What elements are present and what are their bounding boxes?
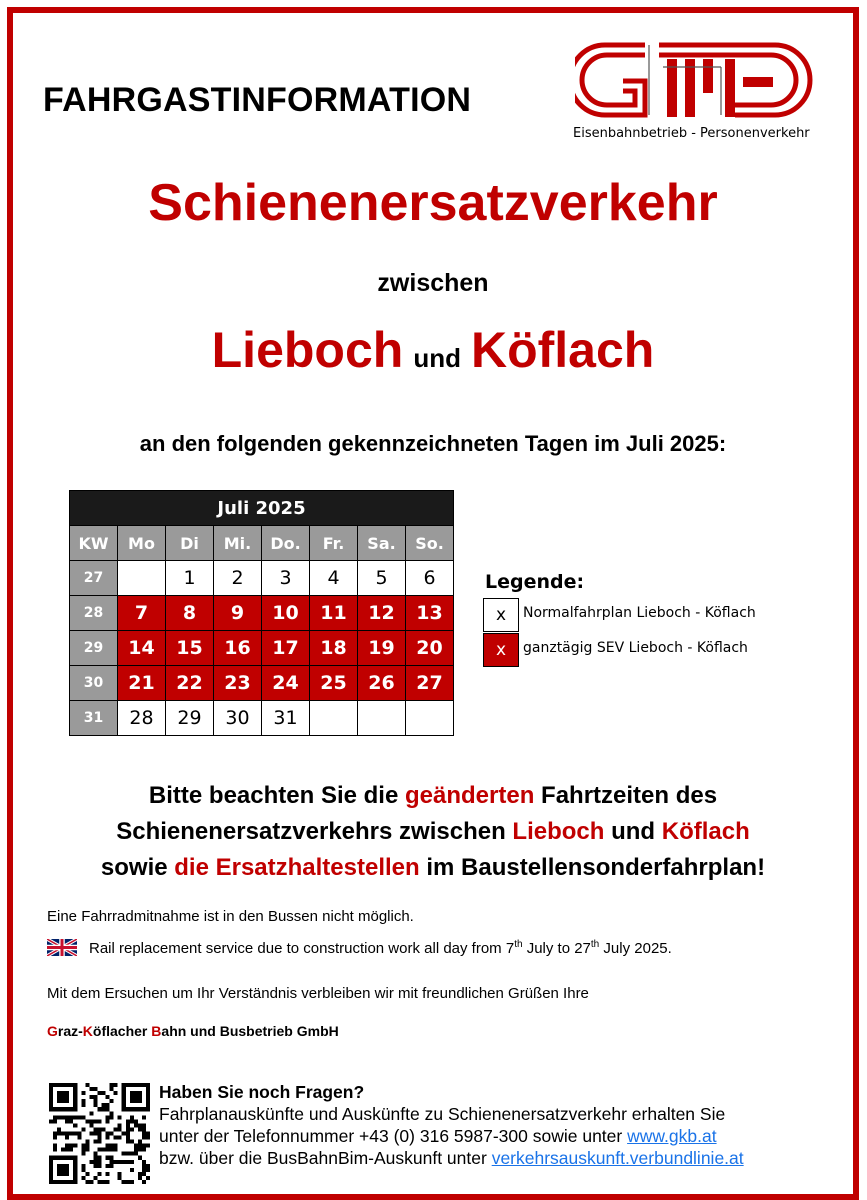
english-text: July to 27 [522, 940, 591, 957]
gkb-website-link[interactable]: www.gkb.at [627, 1126, 717, 1146]
calendar-day-header: Fr. [310, 526, 358, 561]
qr-code-graphic [49, 1083, 150, 1184]
calendar-day-sev: 21 [118, 666, 166, 701]
calendar-day: 28 [118, 701, 166, 736]
calendar-day-sev: 11 [310, 596, 358, 631]
calendar-kw-header: KW [70, 526, 118, 561]
legend-normal-marker: x [483, 598, 519, 632]
route-from: Lieboch [211, 322, 404, 378]
main-title: Schienenersatzverkehr [148, 174, 718, 232]
calendar-day: 29 [166, 701, 214, 736]
verbundlinie-link[interactable]: verkehrsauskunft.verbundlinie.at [491, 1148, 744, 1168]
uk-flag-icon [47, 939, 77, 956]
route-to: Köflach [470, 322, 655, 378]
contact-block [159, 1081, 744, 1169]
notice-text-part: Bitte beachten Sie die [148, 782, 405, 809]
calendar-week-row [70, 701, 454, 736]
calendar-day-sev: 18 [310, 631, 358, 666]
calendar-day: 6 [406, 561, 454, 596]
header-title: FAHRGASTINFORMATION [43, 81, 472, 119]
notice-highlight: Lieboch [512, 818, 605, 845]
legend-title: Legende: [485, 571, 585, 593]
legend-normal-label: Normalfahrplan Lieboch - Köflach [523, 605, 756, 621]
calendar-day-sev: 15 [166, 631, 214, 666]
calendar-day-sev: 9 [214, 596, 262, 631]
notice-text-part: Schienenersatzverkehrs zwischen [116, 818, 513, 845]
route-and: und [413, 343, 461, 373]
qr-code[interactable] [49, 1083, 150, 1184]
contact-question: Haben Sie noch Fragen? [159, 1082, 365, 1102]
calendar-week-number: 31 [70, 701, 118, 736]
calendar-day: 1 [166, 561, 214, 596]
notice-highlight: Köflach [661, 818, 750, 845]
calendar-table [69, 490, 454, 736]
calendar-day-sev: 10 [262, 596, 310, 631]
ordinal-sup: th [590, 939, 600, 950]
calendar-week-row [70, 631, 454, 666]
calendar-day-sev: 20 [406, 631, 454, 666]
company-initial: K [82, 1023, 93, 1039]
calendar-week-number: 30 [70, 666, 118, 701]
calendar-day-header: Di [166, 526, 214, 561]
calendar-day [310, 701, 358, 736]
calendar-day-header: Sa. [358, 526, 406, 561]
calendar-day-sev: 23 [214, 666, 262, 701]
calendar-week-row [70, 666, 454, 701]
calendar-week-number: 28 [70, 596, 118, 631]
calendar-day-header: Mo [118, 526, 166, 561]
logo-tagline: Eisenbahnbetrieb - Personenverkehr [573, 126, 810, 141]
calendar-day: 30 [214, 701, 262, 736]
english-text: Rail replacement service due to construction work all day from 7 [89, 940, 515, 957]
contact-line-1: Fahrplanauskünfte und Auskünfte zu Schienenersatzverkehr erhalten Sie [159, 1104, 726, 1124]
calendar-day-sev: 27 [406, 666, 454, 701]
calendar-week-row [70, 561, 454, 596]
calendar-day-sev: 22 [166, 666, 214, 701]
calendar-day: 3 [262, 561, 310, 596]
english-text: July 2025. [599, 940, 672, 957]
contact-line-2 [159, 1125, 744, 1147]
gkb-logo [575, 37, 821, 128]
calendar-day [118, 561, 166, 596]
calendar-day-sev: 16 [214, 631, 262, 666]
calendar-day [406, 701, 454, 736]
calendar-day-sev: 13 [406, 596, 454, 631]
calendar-day-sev: 17 [262, 631, 310, 666]
gkb-logo-graphic [575, 37, 821, 123]
legend-sev-label: ganztägig SEV Lieboch - Köflach [523, 640, 748, 656]
calendar-header-row [70, 526, 454, 561]
between-text: zwischen [377, 269, 489, 297]
calendar-day-sev: 25 [310, 666, 358, 701]
contact-text: bzw. über die BusBahnBim-Auskunft unter [159, 1148, 492, 1168]
calendar-day: 31 [262, 701, 310, 736]
company-part: ahn und Busbetrieb GmbH [161, 1023, 339, 1039]
calendar-day-sev: 8 [166, 596, 214, 631]
ordinal-sup: th [514, 939, 523, 950]
notice-text [13, 778, 853, 886]
calendar-day-sev: 7 [118, 596, 166, 631]
calendar-day-sev: 24 [262, 666, 310, 701]
calendar-day: 4 [310, 561, 358, 596]
calendar-day [358, 701, 406, 736]
calendar-week-row [70, 596, 454, 631]
calendar-day-header: Do. [262, 526, 310, 561]
company-initial: G [47, 1023, 58, 1039]
closing-text: Mit dem Ersuchen um Ihr Verständnis verbleiben wir mit freundlichen Grüßen Ihre [47, 985, 589, 1002]
calendar-week-number: 29 [70, 631, 118, 666]
notice-highlight: die Ersatzhaltestellen [174, 854, 420, 881]
english-notice [89, 939, 672, 957]
calendar-day: 2 [214, 561, 262, 596]
company-initial: B [151, 1023, 162, 1039]
contact-line-3 [159, 1147, 744, 1169]
company-part: raz- [57, 1023, 83, 1039]
notice-highlight: geänderten [404, 782, 535, 809]
notice-text-part: sowie [100, 854, 175, 881]
calendar-week-number: 27 [70, 561, 118, 596]
calendar-day-sev: 19 [358, 631, 406, 666]
contact-text: unter der Telefonnummer +43 (0) 316 5987-300 sowie unter [159, 1126, 628, 1146]
calendar-month: Juli 2025 [70, 491, 454, 526]
calendar-day-sev: 26 [358, 666, 406, 701]
intro-text: an den folgenden gekennzeichneten Tagen im Juli 2025: [139, 431, 727, 456]
company-name [47, 1023, 339, 1039]
route-title [13, 321, 853, 379]
notice-text-part: Fahrtzeiten des [534, 782, 718, 809]
calendar-day: 5 [358, 561, 406, 596]
calendar-day-header: So. [406, 526, 454, 561]
notice-text-part: im Baustellensonderfahrplan! [419, 854, 766, 881]
notice-text-part: und [604, 818, 662, 845]
bike-notice: Eine Fahrradmitnahme ist in den Bussen nicht möglich. [47, 908, 414, 925]
calendar-day-sev: 14 [118, 631, 166, 666]
calendar-day-sev: 12 [358, 596, 406, 631]
legend-sev-marker: x [483, 633, 519, 667]
company-part: öflacher [92, 1023, 152, 1039]
calendar-day-header: Mi. [214, 526, 262, 561]
poster [7, 7, 859, 1200]
